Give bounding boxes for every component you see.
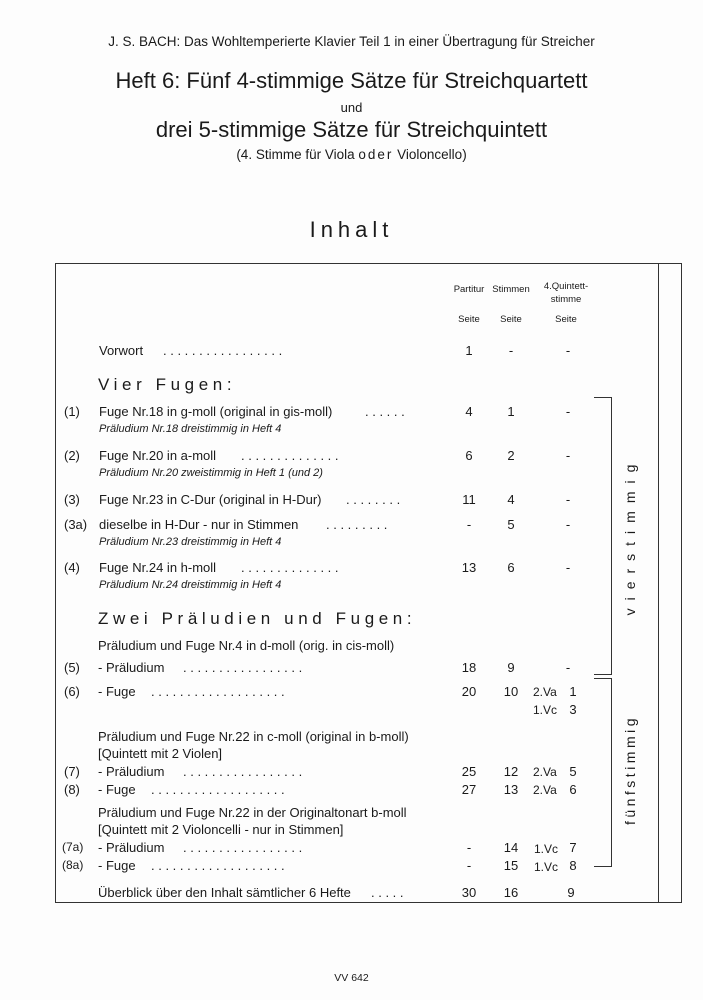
entry-dots: . . . . . . . . . . . . . . . . . <box>183 840 303 855</box>
entry-partitur: 13 <box>461 560 477 575</box>
entry-title: - Fuge <box>98 782 136 797</box>
entry-number: (5) <box>64 660 80 675</box>
entry-stimmen: 1 <box>507 404 515 419</box>
entry-partitur: - <box>466 858 472 873</box>
voice-note <box>0 147 703 162</box>
voice-note-suffix: Violoncello) <box>393 147 467 162</box>
entry-stimmen: 2 <box>507 448 515 463</box>
vorwort-partitur: 1 <box>465 343 473 358</box>
entry-quintett-instrument-2: 1.Vc <box>533 703 558 717</box>
entry-stimmen: 4 <box>507 492 515 507</box>
col-header-seite-1: Seite <box>458 314 480 325</box>
side-column-divider <box>658 264 659 902</box>
group-a-title: Präludium und Fuge Nr.4 in d-moll (orig. in cis-moll) <box>98 638 395 653</box>
overview-label: Überblick über den Inhalt sämtlicher 6 Hefte <box>98 885 351 900</box>
entry-number: (4) <box>64 560 80 575</box>
entry-number: (6) <box>64 684 80 699</box>
entry-stimmen: 5 <box>507 517 515 532</box>
entry-partitur: - <box>466 840 472 855</box>
vorwort-quintett: - <box>565 343 571 358</box>
entry-dots: . . . . . . . . . . . . . . . . . . . <box>151 858 285 873</box>
vorwort-dots: . . . . . . . . . . . . . . . . . <box>163 343 283 358</box>
entry-title: Fuge Nr.24 in h-moll <box>99 560 217 575</box>
entry-quintett-instrument: 2.Va <box>533 685 557 699</box>
entry-title: Fuge Nr.23 in C-Dur (original in H-Dur) <box>99 492 322 507</box>
entry-stimmen: 6 <box>507 560 515 575</box>
entry-dots: . . . . . . . . . <box>326 517 388 532</box>
col-header-partitur: Partitur <box>453 284 485 295</box>
entry-partitur: 6 <box>465 448 473 463</box>
group-c-title: Präludium und Fuge Nr.22 in der Originaltonart b-moll <box>98 805 407 820</box>
voice-note-prefix: (4. Stimme für Viola <box>236 147 359 162</box>
entry-stimmen: 15 <box>503 858 519 873</box>
entry-dots: . . . . . . . . . . . . . . . . . . . <box>151 782 285 797</box>
group-b-note: [Quintett mit 2 Violen] <box>98 746 223 761</box>
entry-quintett-instrument: 2.Va <box>533 783 557 797</box>
entry-quintett: 7 <box>569 840 577 855</box>
label-fuenfstimmig: fünfstimmig <box>622 714 638 826</box>
entry-number: (8a) <box>62 858 84 872</box>
entry-quintett-instrument: 1.Vc <box>534 842 559 856</box>
entry-partitur: 18 <box>461 660 477 675</box>
group-b-title: Präludium und Fuge Nr.22 in c-moll (original in b-moll) <box>98 729 409 744</box>
col-header-seite-2: Seite <box>500 314 522 325</box>
entry-quintett: 8 <box>569 858 577 873</box>
vorwort-stimmen: - <box>508 343 514 358</box>
entry-quintett: - <box>565 517 571 532</box>
entry-number: (3) <box>64 492 80 507</box>
vorwort-label: Vorwort <box>99 343 144 358</box>
entry-partitur: - <box>466 517 472 532</box>
entry-subnote: Präludium Nr.23 dreistimmig in Heft 4 <box>99 536 282 548</box>
entry-partitur: 25 <box>461 764 477 779</box>
entry-dots: . . . . . . . . . . . . . . . . . <box>183 764 303 779</box>
label-vierstimmig: vierstimmig <box>622 456 638 616</box>
entry-number: (3a) <box>64 517 88 532</box>
entry-title: dieselbe in H-Dur - nur in Stimmen <box>99 517 299 532</box>
entry-stimmen: 12 <box>503 764 519 779</box>
section-vier-fugen: Vier Fugen: <box>98 375 237 394</box>
entry-title: - Fuge <box>98 684 136 699</box>
entry-quintett-2: 3 <box>569 702 577 717</box>
entry-number: (7a) <box>62 840 84 854</box>
entry-dots: . . . . . . . . . . . . . . . . . <box>183 660 303 675</box>
entry-title: - Präludium <box>98 840 165 855</box>
entry-quintett: 1 <box>569 684 577 699</box>
entry-dots: . . . . . . . . . . . . . . . . . . . <box>151 684 285 699</box>
entry-dots: . . . . . . . . <box>346 492 401 507</box>
entry-quintett: - <box>565 448 571 463</box>
toc-box <box>55 263 682 903</box>
group-c-note: [Quintett mit 2 Violoncelli - nur in Stimmen] <box>98 822 344 837</box>
entry-dots: . . . . . . <box>365 404 405 419</box>
entry-title: Fuge Nr.18 in g-moll (original in gis-moll) <box>99 404 333 419</box>
entry-dots: . . . . . . . . . . . . . . <box>241 560 339 575</box>
entry-quintett: - <box>565 560 571 575</box>
overview-dots: . . . . . <box>371 885 404 900</box>
entry-quintett: - <box>565 492 571 507</box>
entry-quintett: 6 <box>569 782 577 797</box>
series-title: J. S. BACH: Das Wohltemperierte Klavier Teil 1 in einer Übertragung für Streicher <box>108 34 595 49</box>
entry-dots: . . . . . . . . . . . . . . <box>241 448 339 463</box>
entry-stimmen: 14 <box>503 840 519 855</box>
footer-code: VV 642 <box>334 972 369 984</box>
entry-subnote: Präludium Nr.24 dreistimmig in Heft 4 <box>99 579 282 591</box>
entry-quintett: 5 <box>569 764 577 779</box>
entry-title: - Präludium <box>98 660 165 675</box>
bracket-vierstimmig <box>594 397 612 675</box>
entry-quintett: - <box>565 404 571 419</box>
overview-partitur: 30 <box>461 885 477 900</box>
col-header-quintett-1: 4.Quintett- <box>543 281 589 292</box>
section-zwei-praeludien: Zwei Präludien und Fugen: <box>98 609 417 628</box>
entry-quintett-instrument: 2.Va <box>533 765 557 779</box>
entry-quintett: - <box>565 660 571 675</box>
toc-title: Inhalt <box>309 217 394 242</box>
entry-title: Fuge Nr.20 in a-moll <box>99 448 217 463</box>
entry-stimmen: 13 <box>503 782 519 797</box>
und-label: und <box>340 100 363 115</box>
voice-note-oder: oder <box>358 147 394 162</box>
entry-stimmen: 10 <box>503 684 519 699</box>
entry-subnote: Präludium Nr.20 zweistimmig in Heft 1 (und 2) <box>99 467 323 479</box>
overview-stimmen: 16 <box>503 885 519 900</box>
entry-partitur: 27 <box>461 782 477 797</box>
entry-number: (1) <box>64 404 80 419</box>
subtitle: drei 5-stimmige Sätze für Streichquintett <box>155 117 548 142</box>
entry-number: (8) <box>64 782 80 797</box>
col-header-stimmen: Stimmen <box>492 284 530 295</box>
entry-stimmen: 9 <box>507 660 515 675</box>
bracket-fuenfstimmig <box>594 678 612 867</box>
entry-title: - Fuge <box>98 858 136 873</box>
entry-title: - Präludium <box>98 764 165 779</box>
entry-subnote: Präludium Nr.18 dreistimmig in Heft 4 <box>99 423 282 435</box>
entry-partitur: 11 <box>462 492 476 507</box>
col-header-seite-3: Seite <box>555 314 577 325</box>
entry-partitur: 4 <box>465 404 473 419</box>
entry-number: (2) <box>64 448 80 463</box>
entry-number: (7) <box>64 764 80 779</box>
col-header-quintett-2: stimme <box>550 294 582 305</box>
overview-quintett: 9 <box>567 885 575 900</box>
heft-title: Heft 6: Fünf 4-stimmige Sätze für Streichquartett <box>115 68 588 93</box>
entry-quintett-instrument: 1.Vc <box>534 860 559 874</box>
entry-partitur: 20 <box>461 684 477 699</box>
